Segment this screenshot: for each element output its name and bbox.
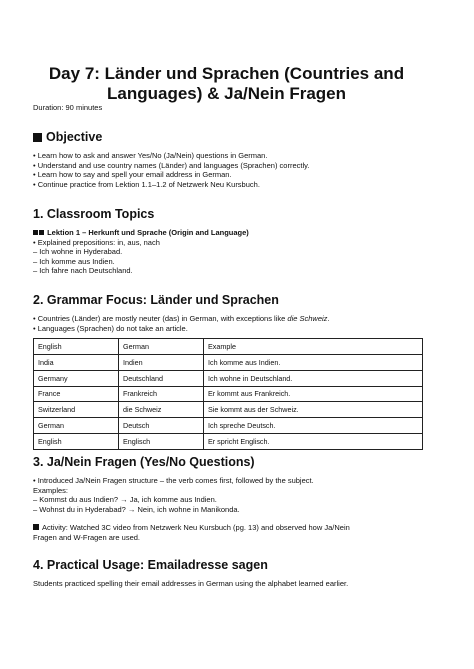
list-item: • Countries (Länder) are mostly neuter (das) in German, with exceptions like die Schweiz.: [33, 314, 330, 323]
grammar-notes: [33, 314, 423, 333]
table-cell: Deutschland: [119, 370, 204, 386]
table-row: [34, 433, 423, 449]
list-item: – Kommst du aus Indien? → Ja, ich komme aus Indien.: [33, 495, 217, 505]
table-row: [34, 418, 423, 434]
table-cell: Ich spreche Deutsch.: [204, 418, 423, 434]
table-row: [34, 402, 423, 418]
title-line-1: Day 7: Länder und Sprachen (Countries and: [48, 64, 405, 83]
table-header-cell: Example: [204, 339, 423, 355]
list-item: – Ich komme aus Indien.: [33, 256, 115, 266]
table-cell: Ich wohne in Deutschland.: [204, 370, 423, 386]
list-item: • Explained prepositions: in, aus, nach: [33, 237, 160, 247]
classroom-topics-heading: 1. Classroom Topics: [33, 207, 155, 221]
list-item: • Learn how to say and spell your email address in German.: [33, 170, 232, 180]
table-cell: Englisch: [119, 433, 204, 449]
table-cell: German: [34, 418, 119, 434]
list-item: • Languages (Sprachen) do not take an article.: [33, 323, 188, 333]
table-cell: India: [34, 354, 119, 370]
activity-text-continued: Fragen and W-Fragen are used.: [33, 532, 141, 542]
table-cell: France: [34, 386, 119, 402]
grammar-heading: 2. Grammar Focus: Länder und Sprachen: [33, 293, 279, 307]
practical-body: [33, 579, 423, 589]
practical-section: [33, 558, 423, 589]
table-cell: Er spricht Englisch.: [204, 433, 423, 449]
square-bullet-icon: [33, 524, 39, 530]
table-cell: Deutsch: [119, 418, 204, 434]
table-cell: Germany: [34, 370, 119, 386]
list-item: • Learn how to ask and answer Yes/No (Ja/Nein) questions in German.: [33, 151, 268, 160]
table-header-cell: German: [119, 339, 204, 355]
list-item: • Continue practice from Lektion 1.1–1.2 of Netzwerk Neu Kursbuch.: [33, 179, 260, 189]
list-item: • Understand and use country names (Länder) and languages (Sprachen) correctly.: [33, 160, 310, 170]
list-item: • Introduced Ja/Nein Fragen structure – the verb comes first, followed by the subject.: [33, 476, 314, 485]
list-item: – Ich fahre nach Deutschland.: [33, 266, 133, 276]
table-cell: Ich komme aus Indien.: [204, 354, 423, 370]
janein-heading: 3. Ja/Nein Fragen (Yes/No Questions): [33, 455, 255, 469]
table-cell: die Schweiz: [119, 402, 204, 418]
lesson-label: Lektion 1 – Herkunft und Sprache (Origin and Language): [33, 228, 423, 238]
title-line-2: Languages) & Ja/Nein Fragen: [107, 84, 346, 103]
table-header-cell: English: [34, 339, 119, 355]
examples-label: Examples:: [33, 485, 69, 495]
square-bullet-icon: [39, 230, 44, 235]
table-row: [34, 354, 423, 370]
objective-heading: Objective: [33, 130, 423, 144]
janein-section: [33, 455, 423, 543]
activity-text: Activity: Watched 3C video from Netzwerk Neu Kursbuch (pg. 13) and observed how Ja/Nein: [33, 523, 423, 533]
table-row: [34, 370, 423, 386]
table-cell: Sie kommt aus der Schweiz.: [204, 402, 423, 418]
table-cell: Indien: [119, 354, 204, 370]
table-row: [34, 386, 423, 402]
table-cell: Frankreich: [119, 386, 204, 402]
list-item: – Ich wohne in Hyderabad.: [33, 247, 123, 257]
table-header-row: [34, 339, 423, 355]
table-cell: English: [34, 433, 119, 449]
square-bullet-icon: [33, 230, 38, 235]
page-title: [33, 64, 420, 104]
practical-heading: 4. Practical Usage: Emailadresse sagen: [33, 558, 268, 572]
square-bullet-icon: [33, 133, 42, 142]
objective-section: [33, 130, 423, 189]
list-item: – Wohnst du in Hyderabad? → Nein, ich wohne in Manikonda.: [33, 504, 240, 514]
practical-text: Students practiced spelling their email addresses in German using the alphabet learned earlier.: [33, 579, 349, 588]
classroom-topics-section: [33, 207, 423, 276]
classroom-topics-body: [33, 228, 423, 276]
janein-body: [33, 476, 423, 543]
duration-text: Duration: 90 minutes: [33, 103, 103, 112]
objective-list: [33, 151, 423, 189]
table-cell: Switzerland: [34, 402, 119, 418]
countries-table: [33, 338, 423, 450]
grammar-section: [33, 293, 423, 450]
table-cell: Er kommt aus Frankreich.: [204, 386, 423, 402]
